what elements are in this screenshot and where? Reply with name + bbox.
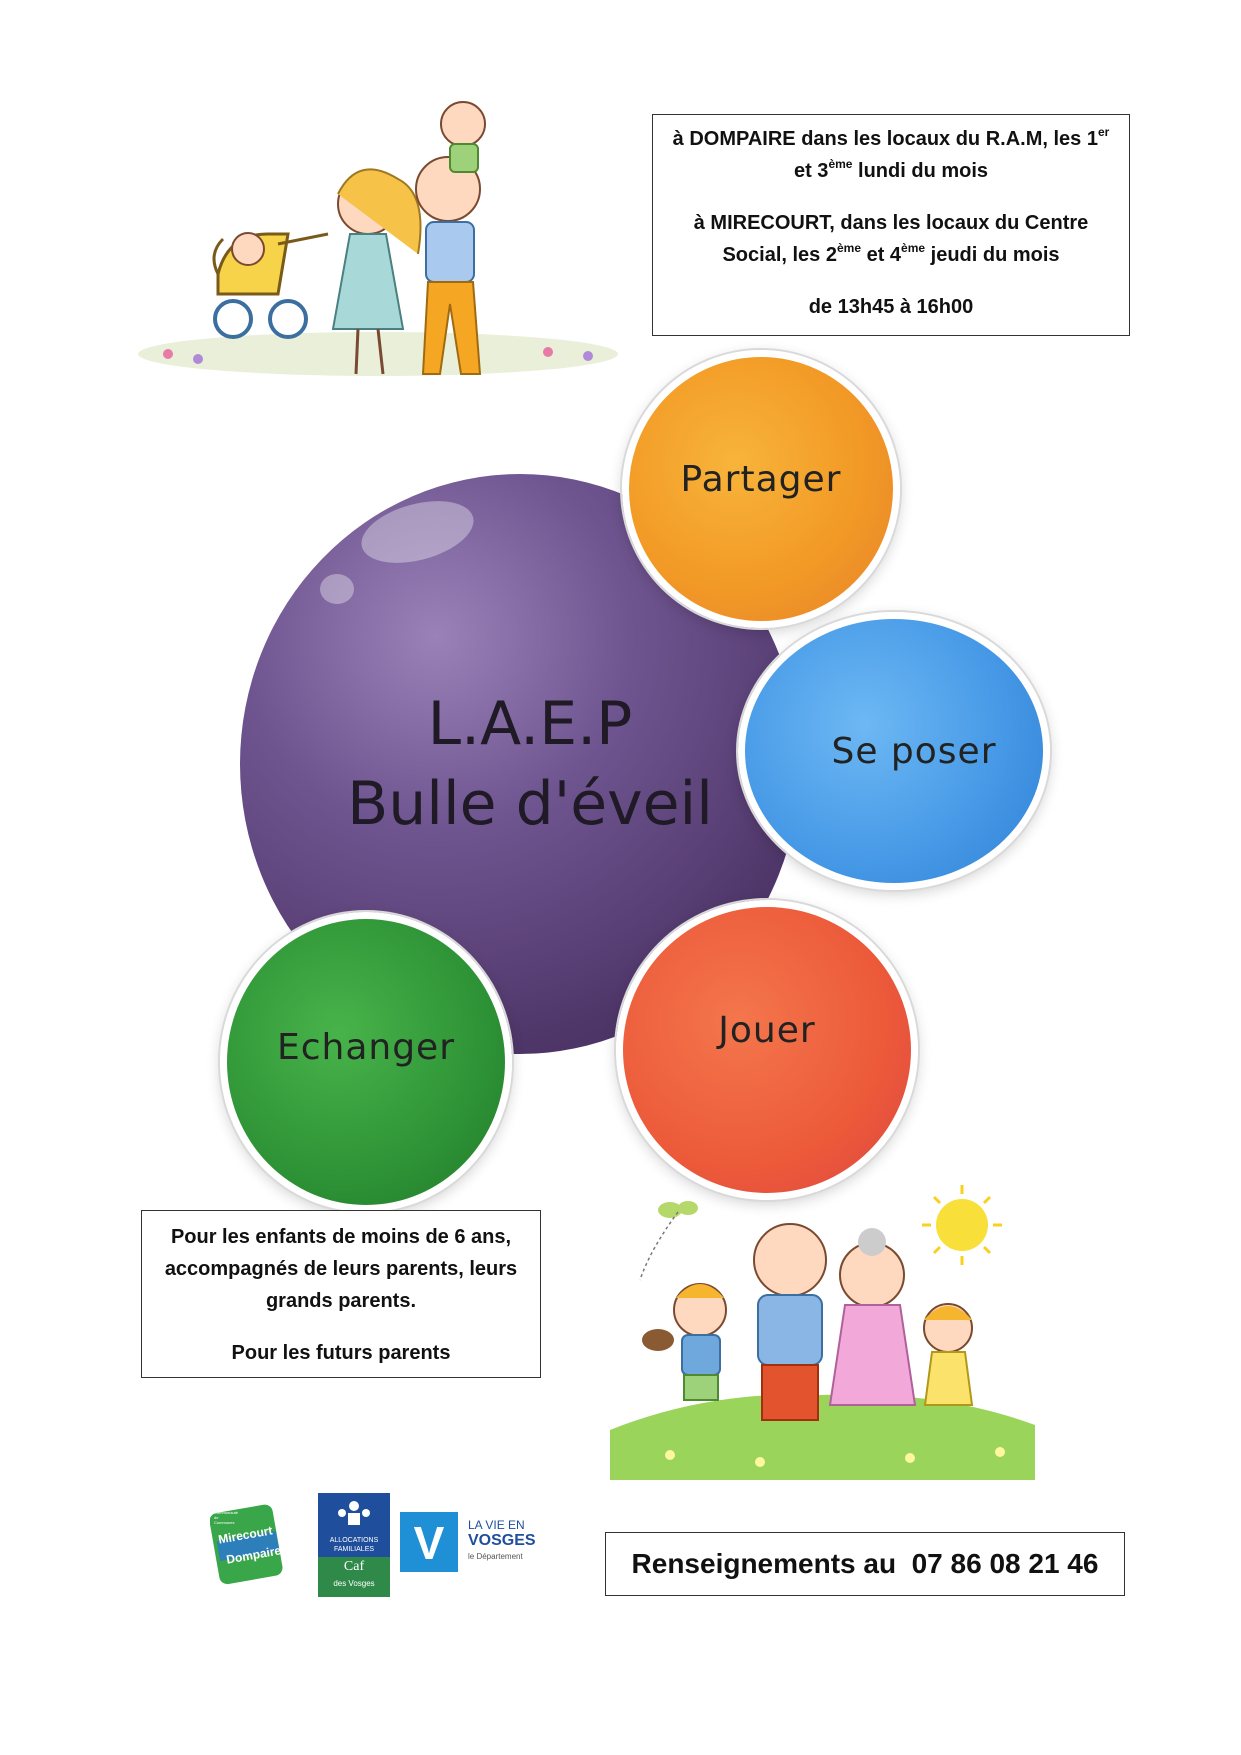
cc-small-label: Communauté de Communes: [214, 1510, 239, 1525]
se-poser-label: Se poser: [831, 730, 997, 772]
caf-name: Caf: [343, 1559, 365, 1574]
cc-bottom-label: Dompaire: [225, 1543, 283, 1567]
partager-bubble: [622, 350, 900, 628]
contact-box: [605, 1532, 1125, 1596]
main-subtitle: Bulle d'éveil: [347, 769, 713, 839]
vosges-logo: [400, 1512, 540, 1572]
caf-logo: [318, 1493, 390, 1597]
cc-mirecourt-dompaire-logo: [210, 1500, 288, 1586]
partager-label: Partager: [680, 458, 842, 500]
contact-label: Renseignements au 07 86 08 21 46: [631, 1548, 1099, 1579]
schedule-hours: de 13h45 à 16h00: [808, 296, 974, 318]
schedule-dompaire-line-2: et 3ème lundi du mois: [793, 157, 989, 182]
schedule-dompaire-line-1: à DOMPAIRE dans les locaux du R.A.M, les 1er: [672, 125, 1110, 150]
bubble-highlight: [355, 490, 481, 574]
schedule-box: [652, 114, 1130, 336]
main-title: L.A.E.P: [427, 689, 633, 759]
echanger-label: Echanger: [276, 1026, 456, 1068]
audience-line-2: accompagnés de leurs parents, leurs: [164, 1258, 518, 1280]
jouer-bubble: [616, 900, 918, 1200]
vosges-line-2: VOSGES: [468, 1532, 536, 1549]
audience-box: [141, 1210, 541, 1378]
vosges-sub: le Département: [468, 1552, 523, 1561]
caf-line-1: ALLOCATIONS: [329, 1537, 379, 1544]
audience-line-3: grands parents.: [265, 1290, 417, 1312]
audience-line-4: Pour les futurs parents: [231, 1342, 451, 1364]
se-poser-bubble: [738, 612, 1050, 890]
vosges-line-1: LA VIE EN: [468, 1518, 525, 1532]
cc-top-label: Mirecourt: [217, 1523, 274, 1547]
echanger-bubble: [220, 912, 512, 1212]
audience-line-1: Pour les enfants de moins de 6 ans,: [170, 1226, 512, 1248]
grandparents-illustration: [610, 1180, 1035, 1480]
caf-line-2: FAMILIALES: [333, 1546, 375, 1553]
caf-sub: des Vosges: [333, 1579, 375, 1588]
jouer-label: Jouer: [718, 1009, 816, 1051]
vosges-v-mark: V: [413, 1517, 445, 1569]
schedule-mirecourt-line-2: Social, les 2ème et 4ème jeudi du mois: [722, 241, 1060, 266]
family-walking-illustration: [128, 84, 628, 404]
schedule-mirecourt-line-1: à MIRECOURT, dans les locaux du Centre: [693, 212, 1089, 234]
bubble-highlight-small: [320, 574, 354, 604]
